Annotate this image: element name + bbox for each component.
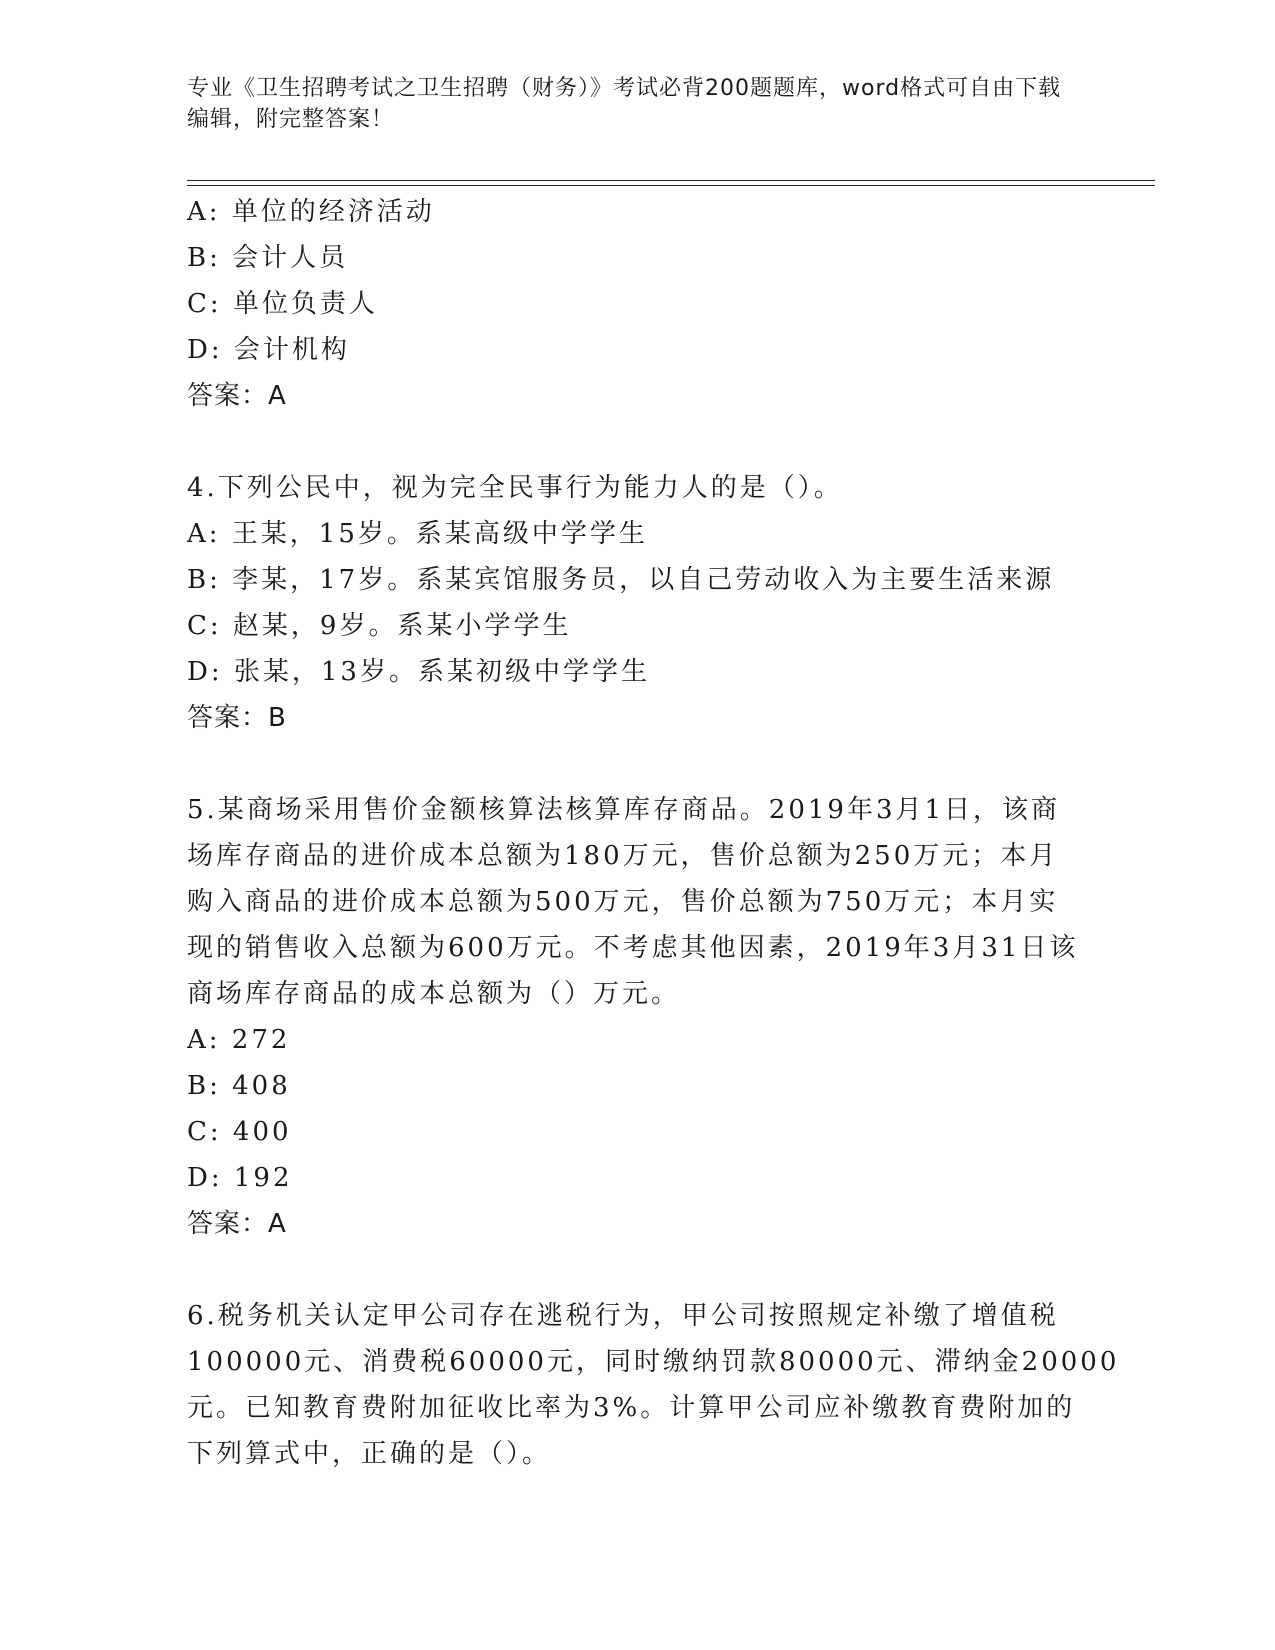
question-text-line: 100000元、消费税60000元，同时缴纳罚款80000元、滞纳金20000 [187,1347,1120,1377]
question-text-line: 商场库存商品的成本总额为（）万元。 [187,979,681,1009]
question-5 [187,787,1087,1247]
option-c: C: 400 [187,1117,292,1147]
header-text: 专业《卫生招聘考试之卫生招聘（财务）》考试必背200题题库，word格式可自由下载编辑，附完整答案！ [187,76,1062,132]
option-a: A: 王某，15岁。系某高级中学学生 [187,519,648,549]
question-6 [187,1293,1120,1477]
question-4 [187,465,1087,741]
question-text-line: 6.税务机关认定甲公司存在逃税行为，甲公司按照规定补缴了增值税 [187,1301,1059,1331]
question-text-line: 下列算式中，正确的是（）。 [187,1439,552,1469]
question-text-line: 元。已知教育费附加征收比率为3%。计算甲公司应补缴教育费附加的 [187,1393,1076,1423]
option-b: B: 会计人员 [187,243,349,273]
document-header [187,73,1067,135]
header-rule-bottom [187,185,1155,186]
option-b: B: 408 [187,1071,291,1101]
question-text-line: 现的销售收入总额为600万元。不考虑其他因素，2019年3月31日该 [187,933,1079,963]
option-c: C: 单位负责人 [187,289,378,319]
answer: 答案：A [187,381,287,411]
answer: 答案：B [187,703,287,733]
option-d: D: 192 [187,1163,293,1193]
document-body [187,189,1120,1523]
option-c: C: 赵某，9岁。系某小学学生 [187,611,572,641]
header-rule-top [187,180,1155,181]
question-text-line: 购入商品的进价成本总额为500万元，售价总额为750万元；本月实 [187,887,1059,917]
question-text-line: 5.某商场采用售价金额核算法核算库存商品。2019年3月1日，该商 [187,795,1061,825]
question-text-line: 场库存商品的进价成本总额为180万元，售价总额为250万元；本月 [187,841,1059,871]
question-text: 4.下列公民中，视为完全民事行为能力人的是（）。 [187,473,843,503]
question-3 [187,189,1087,419]
option-d: D: 张某，13岁。系某初级中学学生 [187,657,650,687]
option-b: B: 李某，17岁。系某宾馆服务员，以自己劳动收入为主要生活来源 [187,565,1055,595]
option-d: D: 会计机构 [187,335,350,365]
option-a: A: 单位的经济活动 [187,197,435,227]
option-a: A: 272 [187,1025,291,1055]
answer: 答案：A [187,1209,287,1239]
